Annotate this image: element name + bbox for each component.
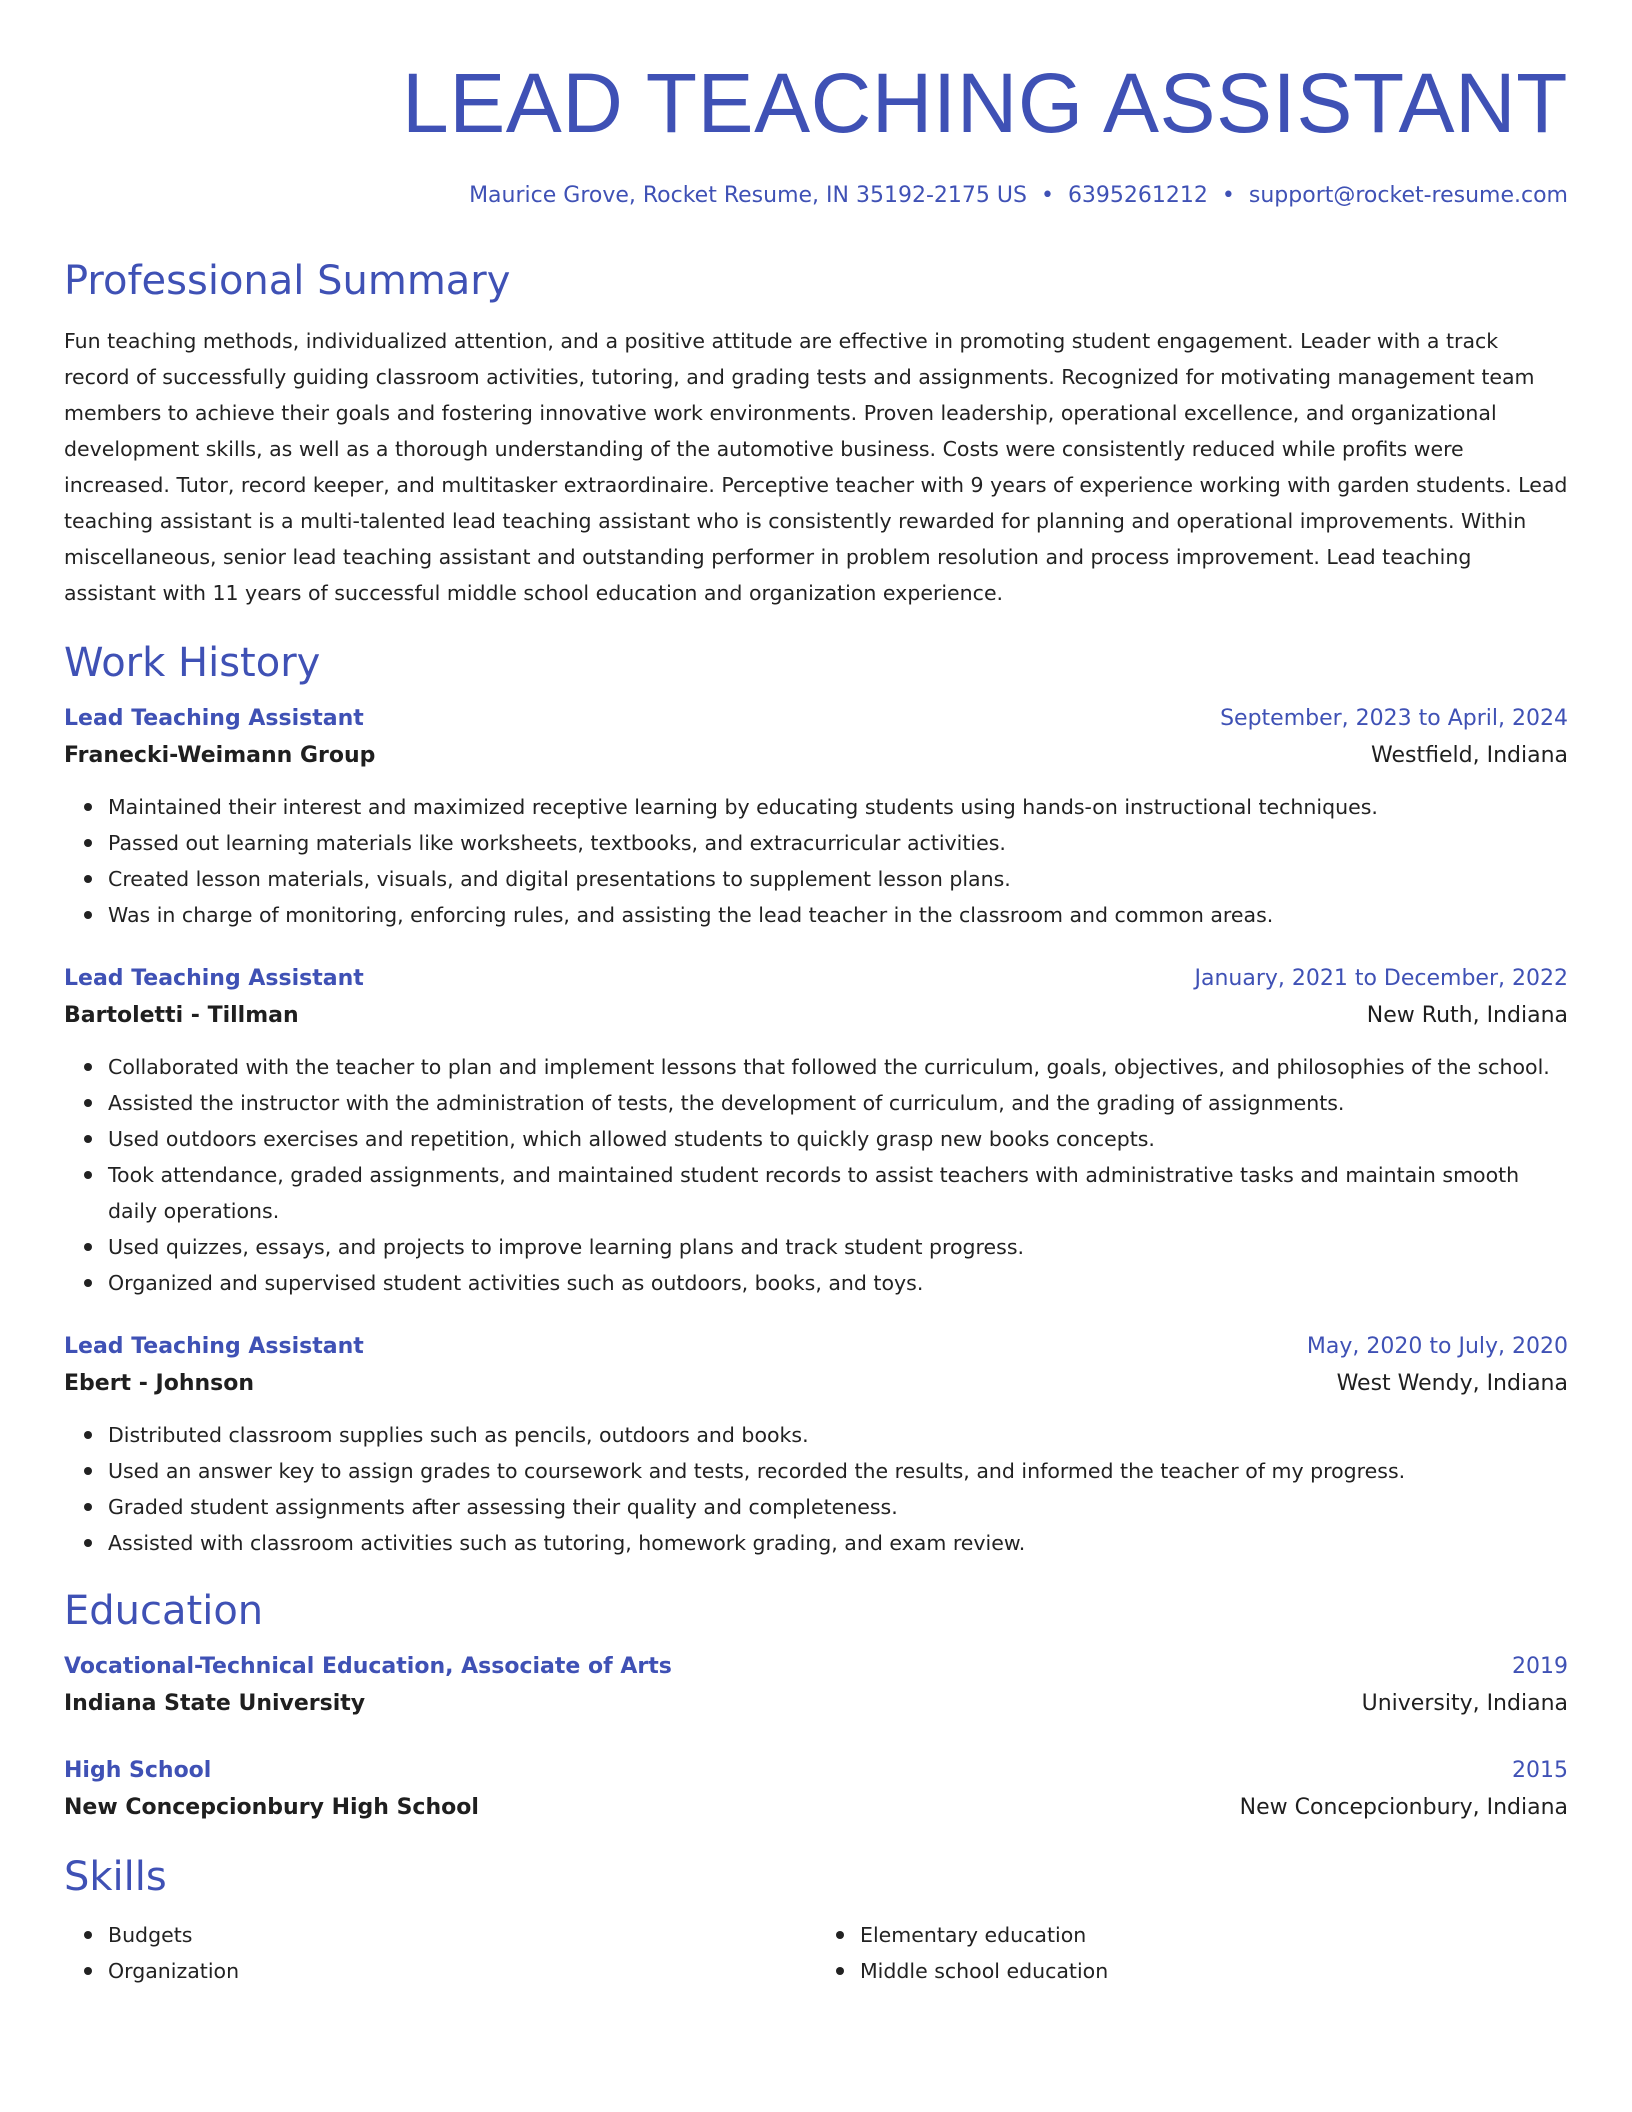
job-bullet: Created lesson materials, visuals, and digital presentations to supplement lesson plans. [108,861,1568,897]
resume-name: LEAD TEACHING ASSISTANT [401,56,1568,150]
contact-email[interactable]: support@rocket-resume.com [1248,183,1568,208]
skills-column-left [64,1917,816,1989]
job-location: New Ruth, Indiana [1366,1003,1568,1028]
job-company: Ebert - Johnson [64,1371,255,1396]
education-degree: High School [64,1758,212,1783]
job-bullets [64,1417,1568,1561]
job-bullet: Distributed classroom supplies such as pencils, outdoors and books. [108,1417,1568,1453]
job-entry [64,701,1568,933]
education-school: Indiana State University [64,1691,366,1716]
job-company: Franecki-Weimann Group [64,743,376,768]
education-year: 2019 [1512,1654,1568,1679]
education-school: New Concepcionbury High School [64,1795,479,1820]
job-entry [64,1329,1568,1561]
contact-address: Maurice Grove, Rocket Resume, IN 35192-2175 US [469,183,1027,208]
skill-item: Elementary education [860,1917,1568,1953]
contact-phone: 6395261212 [1067,183,1208,208]
skill-item: Budgets [108,1917,816,1953]
summary-text: Fun teaching methods, individualized attention, and a positive attitude are effective in promoting student engagement. Leader with a track record of successfully guiding classroom activities, tutoring, and grading tests and assignments. Recognized for motivating management team members to achieve their goals and fostering innovative work environments. Proven leadership, operational excellence, and organizational development skills, as well as a thorough understanding of the automotive business. Costs were consistently reduced while profits were increased. Tutor, record keeper, and multitasker extraordinaire. Perceptive teacher with 9 years of experience working with garden students. Lead teaching assistant is a multi-talented lead teaching assistant who is consistently rewarded for planning and operational improvements. Within miscellaneous, senior lead teaching assistant and outstanding performer in problem resolution and process improvement. Lead teaching assistant with 11 years of successful middle school education and organization experience. [64,329,1568,605]
job-location: West Wendy, Indiana [1336,1371,1568,1396]
job-bullet: Assisted the instructor with the administration of tests, the development of curriculum, and the grading of assignments. [108,1085,1568,1121]
job-bullet: Was in charge of monitoring, enforcing rules, and assisting the lead teacher in the classroom and common areas. [108,897,1568,933]
job-company: Bartoletti - Tillman [64,1003,299,1028]
job-bullet: Maintained their interest and maximized receptive learning by educating students using hands-on instructional techniques. [108,789,1568,825]
summary-heading: Professional Summary [64,258,511,304]
education-location: New Concepcionbury, Indiana [1239,1795,1568,1820]
skills-heading: Skills [64,1854,167,1900]
education-entry [64,1753,1568,1827]
job-dates: September, 2023 to April, 2024 [1220,706,1568,731]
education-location: University, Indiana [1361,1691,1568,1716]
job-bullet: Used outdoors exercises and repetition, which allowed students to quickly grasp new books concepts. [108,1121,1568,1157]
job-bullet: Graded student assignments after assessing their quality and completeness. [108,1489,1568,1525]
contact-separator: • [1221,183,1235,208]
job-bullet: Assisted with classroom activities such as tutoring, homework grading, and exam review. [108,1525,1568,1561]
job-bullet: Passed out learning materials like worksheets, textbooks, and extracurricular activities. [108,825,1568,861]
job-location: Westfield, Indiana [1371,743,1568,768]
contact-separator: • [1040,183,1054,208]
job-dates: May, 2020 to July, 2020 [1306,1334,1568,1359]
skills-list [64,1917,1568,1989]
education-heading: Education [64,1588,264,1634]
job-bullet: Organized and supervised student activities such as outdoors, books, and toys. [108,1265,1568,1301]
work-history-heading: Work History [64,640,321,686]
education-degree: Vocational-Technical Education, Associate of Arts [64,1654,672,1679]
job-bullet: Used an answer key to assign grades to coursework and tests, recorded the results, and informed the teacher of my progress. [108,1453,1568,1489]
job-role: Lead Teaching Assistant [64,1334,364,1359]
job-role: Lead Teaching Assistant [64,706,364,731]
job-bullets [64,1049,1568,1301]
education-year: 2015 [1512,1758,1568,1783]
job-bullet: Used quizzes, essays, and projects to improve learning plans and track student progress. [108,1229,1568,1265]
skill-item: Organization [108,1953,816,1989]
job-bullet: Collaborated with the teacher to plan and implement lessons that followed the curriculum, goals, objectives, and philosophies of the school. [108,1049,1568,1085]
job-bullet: Took attendance, graded assignments, and maintained student records to assist teachers with administrative tasks and maintain smooth daily operations. [108,1157,1568,1229]
job-entry [64,961,1568,1301]
job-bullets [64,789,1568,933]
skill-item: Middle school education [860,1953,1568,1989]
job-role: Lead Teaching Assistant [64,966,364,991]
skills-column-right [816,1917,1568,1989]
education-entry [64,1649,1568,1723]
contact-line [64,181,1568,211]
job-dates: January, 2021 to December, 2022 [1194,966,1568,991]
